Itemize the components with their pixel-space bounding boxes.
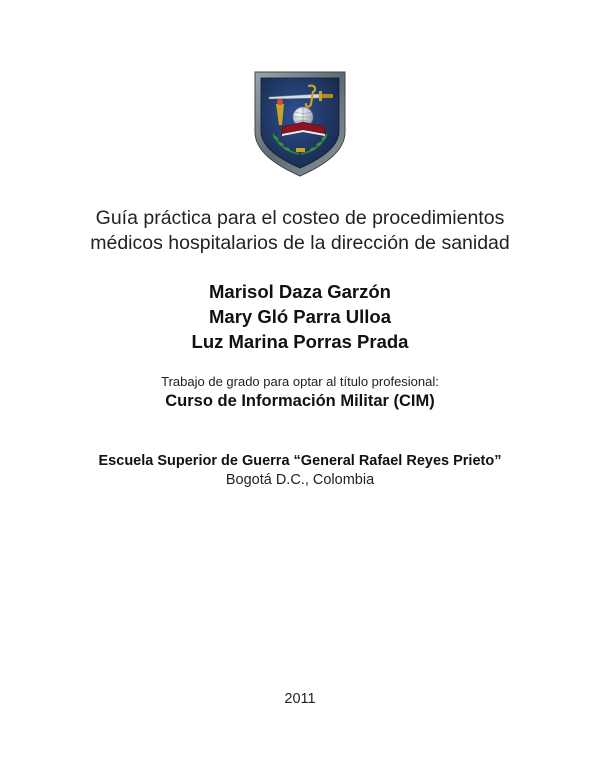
- publication-year: 2011: [284, 691, 316, 707]
- school-name: Escuela Superior de Guerra “General Rafael Reyes Prieto”: [98, 453, 502, 469]
- thesis-note: Trabajo de grado para optar al título profesional:: [161, 374, 439, 389]
- author-name: Mary Gló Parra Ulloa: [209, 306, 391, 327]
- author-name: Luz Marina Porras Prada: [191, 331, 409, 352]
- course-name: Curso de Información Militar (CIM): [165, 392, 435, 410]
- crest-logo: [253, 70, 347, 178]
- title-line-2: médicos hospitalarios de la dirección de sanidad: [90, 232, 510, 254]
- city-name: Bogotá D.C., Colombia: [225, 472, 375, 488]
- title-line-1: Guía práctica para el costeo de procedimientos: [95, 207, 505, 229]
- shield-crest-icon: [253, 70, 347, 178]
- author-name: Marisol Daza Garzón: [209, 281, 391, 302]
- author-list: [0, 279, 600, 354]
- document-title: [0, 206, 600, 256]
